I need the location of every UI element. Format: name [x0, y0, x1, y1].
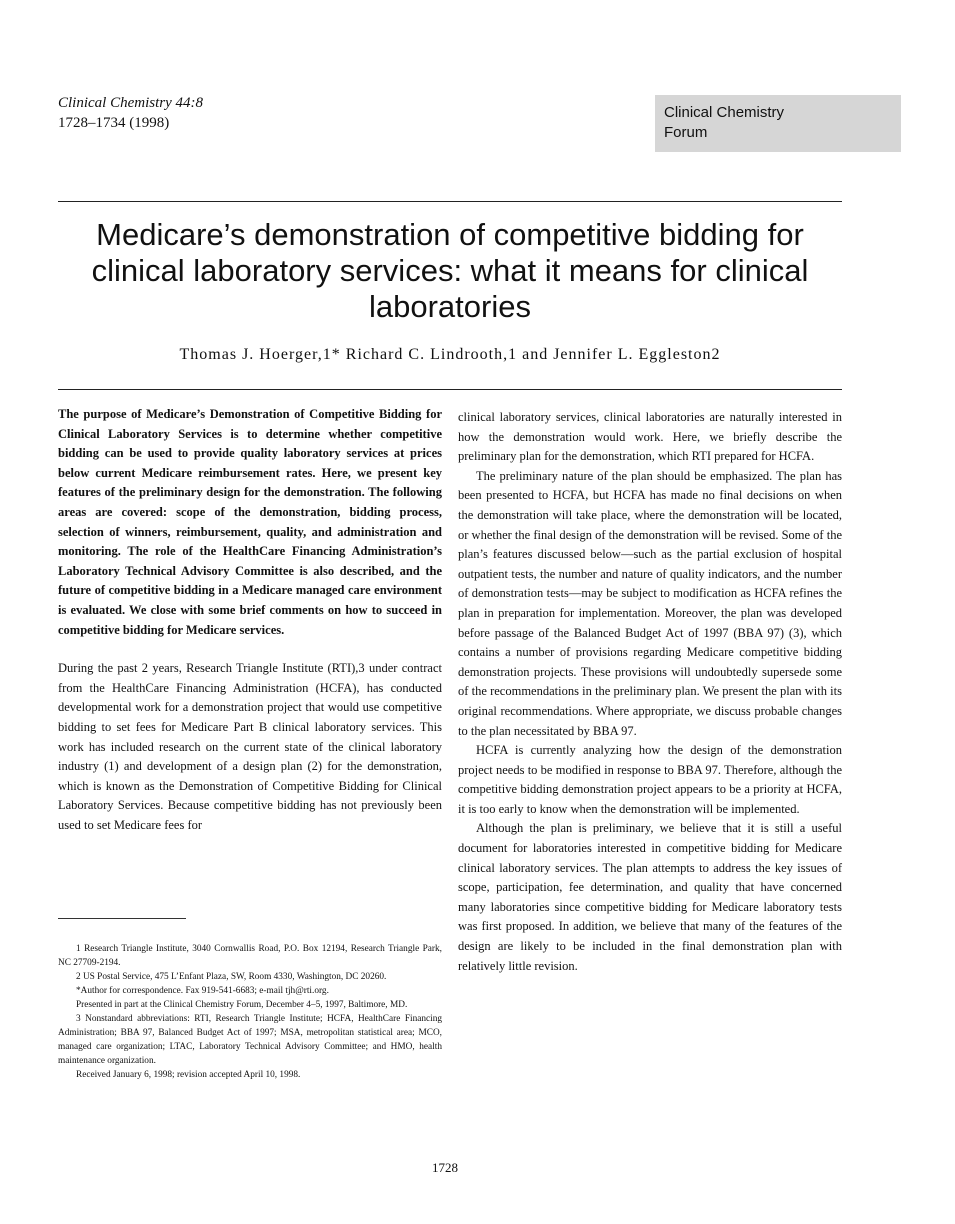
body-paragraph: The preliminary nature of the plan should be emphasized. The plan has been presented to HCFA, but HCFA has made no final decisions on when the demonstration will take place, where the demonstration will be located, or whether the final design of the demonstration will be revised. Some of the plan’s features discussed below—such as the partial exclusion of hospital outpatient tests, the number and nature of quality indicators, and the number of demonstration tests—may be subject to modification as HCFA refines the plan in preparation for implementation. Moreover, the plan was developed before passage of the Balanced Budget Act of 1997 (BBA 97) (3), which contains a number of provisions regarding Medicare competitive bidding demonstration projects. These provisions will undoubtedly supersede some of the recommendations in the preliminary plan. We present the plan with its original recommendations. Where appropriate, we discuss probable changes to the plan necessitated by BBA 97.: [458, 468, 842, 738]
journal-pages: 1728–1734 (1998): [58, 115, 170, 131]
body-paragraph: During the past 2 years, Research Triangle Institute (RTI),3 under contract from the HealthCare Financing Administration (HCFA), has conducted developmental work for a demonstration project that would use competitive bidding to set fees for Medicare Part B clinical laboratory services. This work has included research on the current state of the clinical laboratory industry (1) and development of a design plan (2) for the demonstration, which is known as the Demonstration of Competitive Bidding for Clinical Laboratory Services. Because competitive bidding has not previously been used to set Medicare fees for: [58, 661, 442, 832]
footnotes: [58, 942, 442, 1082]
page-number: 1728: [432, 1160, 458, 1175]
footnote: Received January 6, 1998; revision accepted April 10, 1998.: [76, 1070, 301, 1080]
section-badge: [655, 95, 901, 152]
right-column: [458, 408, 842, 976]
body-paragraph: clinical laboratory services, clinical laboratories are naturally interested in how the demonstration would work. Here, we briefly describe the preliminary plan for the demonstration, which RTI prepared for HCFA.: [458, 410, 842, 464]
left-column: [58, 405, 442, 835]
footnote: *Author for correspondence. Fax 919-541-6683; e-mail tjh@rti.org.: [76, 986, 329, 996]
abstract: The purpose of Medicare’s Demonstration of Competitive Bidding for Clinical Laboratory Services is to determine whether competitive bidding can be used to provide quality laboratory services at prices below current Medicare reimbursement rates. Here, we present key features of the preliminary design for the demonstration. The following areas are covered: scope of the demonstration, bidding process, selection of winners, reimbursement, quality, and administration and monitoring. The role of the HealthCare Financing Administration’s Laboratory Technical Advisory Committee is also described, and the future of competitive bidding in a Medicare managed care environment is evaluated. We close with some brief comments on how to succeed in competitive bidding for Medicare services.: [58, 407, 442, 637]
footnote: 3 Nonstandard abbreviations: RTI, Research Triangle Institute; HCFA, HealthCare Financing Administration; BBA 97, Balanced Budget Act of 1997; MSA, metropolitan statistical area; MCO, managed care organization; LTAC, Laboratory Technical Advisory Committee; and HMO, health maintenance organization.: [58, 1014, 442, 1066]
body-paragraph: Although the plan is preliminary, we believe that it is still a useful document for laboratories interested in competitive bidding for Medicare clinical laboratory services. The plan attempts to address the key issues of scope, participation, fee determination, and quality that have concerned many laboratories since competitive bidding for Medicare laboratory tests was first proposed. In addition, we believe that many of the features of the design are likely to be included in the final demonstration plan with relatively little revision.: [458, 821, 842, 973]
title-rule: [58, 389, 842, 390]
journal-name: Clinical Chemistry 44:8: [58, 95, 203, 111]
footnote: Presented in part at the Clinical Chemistry Forum, December 4–5, 1997, Baltimore, MD.: [76, 1000, 408, 1010]
section-badge-line2: Forum: [664, 124, 708, 141]
footnote: 2 US Postal Service, 475 L’Enfant Plaza, SW, Room 4330, Washington, DC 20260.: [76, 972, 387, 982]
author-list: Thomas J. Hoerger,1* Richard C. Lindrooth,1 and Jennifer L. Eggleston2: [179, 346, 721, 363]
body-paragraph: HCFA is currently analyzing how the design of the demonstration project needs to be modified in response to BBA 97. Therefore, although the competitive bidding demonstration project appears to be a priority at HCFA, it is too early to know when the demonstration will be implemented.: [458, 743, 842, 816]
journal-citation: [58, 93, 203, 133]
header-rule: [58, 201, 842, 202]
section-badge-line1: Clinical Chemistry: [664, 104, 785, 121]
footnote-rule: [58, 918, 186, 919]
article-title: Medicare’s demonstration of competitive bidding for clinical laboratory services: what it means for clinical laboratories: [91, 217, 809, 324]
footnote: 1 Research Triangle Institute, 3040 Cornwallis Road, P.O. Box 12194, Research Triangle Park, NC 27709-2194.: [58, 944, 442, 968]
